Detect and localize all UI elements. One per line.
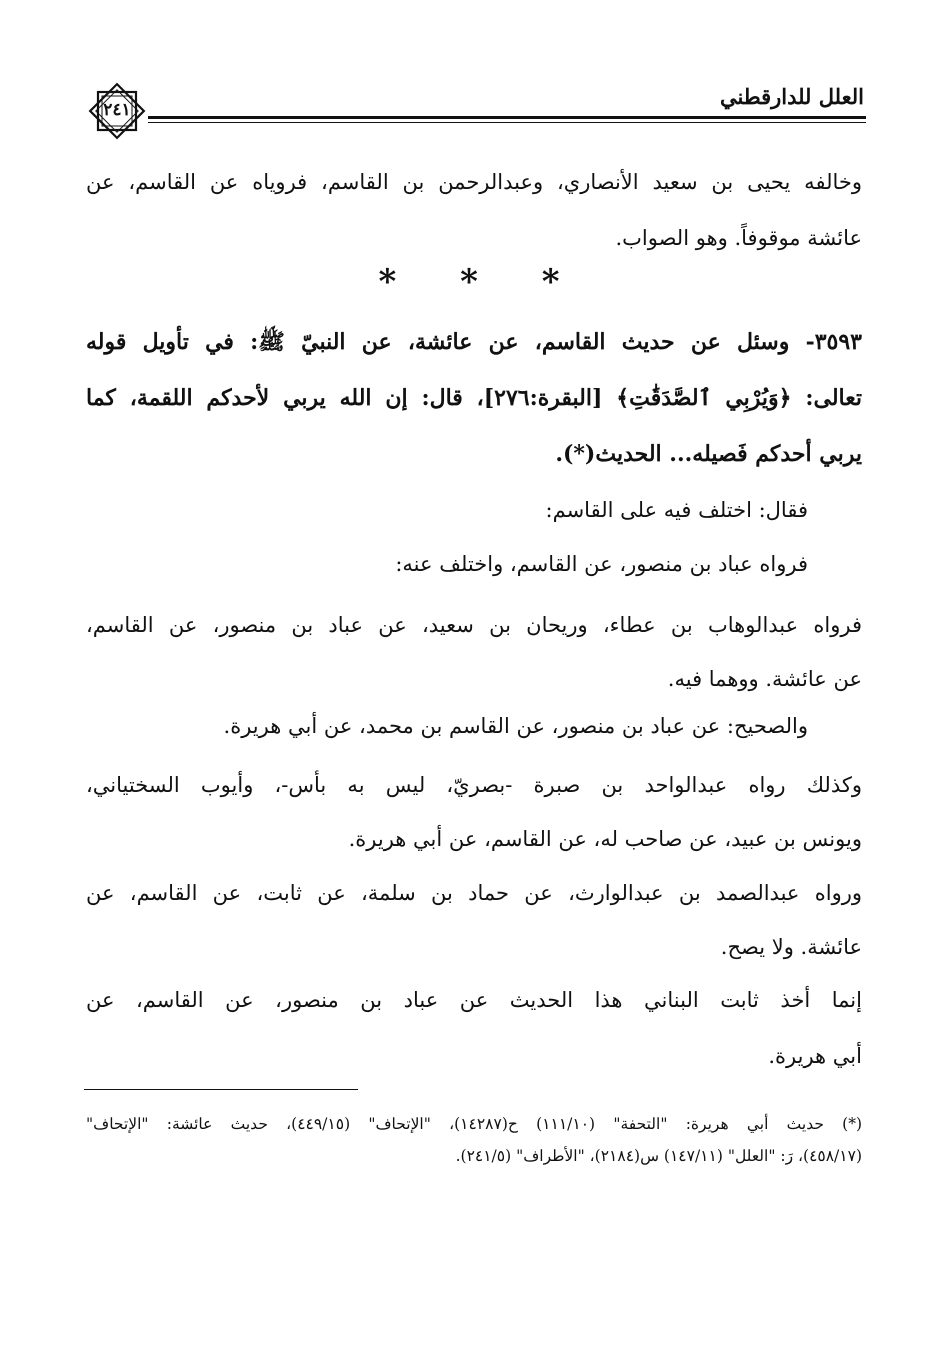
text-line: أبي هريرة. — [768, 1044, 862, 1068]
footnote-line: (*) حديث أبي هريرة: "التحفة" (١١١/١٠) ح(١٤٢٨٧)، "الإتحاف" (٤٤٩/١٥)، حديث عائشة: "الإتحاف" — [86, 1115, 863, 1133]
paragraph-continuation — [86, 154, 862, 266]
page-number-badge — [84, 78, 150, 144]
text-line: ويونس بن عبيد، عن صاحب له، عن القاسم، عن أبي هريرة. — [348, 827, 862, 851]
paragraph — [86, 706, 862, 746]
text-line: فرواه عبدالوهاب بن عطاء، وريحان بن سعيد، عن عباد بن منصور، عن القاسم، — [86, 613, 862, 637]
question-number: ٣٥٩٣ — [814, 329, 862, 355]
question-line-2: تعالى: ﴿وَيُرْبِي ٱلصَّدَقَٰتِ﴾ [البقرة:٢٧٦]، قال: إن الله يربي لأحدكم اللقمة، كما — [86, 385, 862, 411]
text-line: وكذلك رواه عبدالواحد بن صبرة -بصريّ، ليس به بأس-، وأيوب السختياني، — [86, 773, 862, 797]
section-separator-stars — [0, 262, 938, 302]
running-header-title: العلل للدارقطني — [720, 84, 864, 109]
answer-intro — [86, 490, 862, 530]
question-heading — [86, 314, 862, 482]
text-line: فقال: اختلف فيه على القاسم: — [545, 498, 808, 522]
question-text: - وسئل عن حديث القاسم، عن عائشة، عن النبيّ ﷺ: في تأويل قوله — [86, 329, 815, 355]
text-line: ورواه عبدالصمد بن عبدالوارث، عن حماد بن سلمة، عن ثابت، عن القاسم، عن — [86, 881, 862, 905]
footnote — [86, 1108, 862, 1172]
page-number: ٢٤١ — [103, 100, 131, 120]
footnote-separator — [84, 1089, 358, 1090]
paragraph — [86, 866, 862, 974]
question-line-3: يربي أحدكم فَصيله... الحديث(*). — [555, 441, 862, 467]
text-line: عائشة موقوفاً. وهو الصواب. — [615, 226, 862, 250]
paragraph — [86, 598, 862, 706]
star-mark: * — [378, 262, 397, 302]
paragraph — [86, 758, 862, 866]
paragraph — [86, 972, 862, 1084]
header-rule-top — [148, 116, 866, 119]
text-line: وخالفه يحيى بن سعيد الأنصاري، وعبدالرحمن بن القاسم، فروياه عن القاسم، عن — [86, 170, 862, 194]
text-line: إنما أخذ ثابت البناني هذا الحديث عن عباد بن منصور، عن القاسم، عن — [86, 988, 862, 1012]
footnote-line: (٤٥٨/١٧)، رَ: "العلل" (١٤٧/١١) س(٢١٨٤)، "الأطراف" (٢٤١/٥). — [455, 1147, 862, 1165]
text-line: والصحيح: عن عباد بن منصور، عن القاسم بن محمد، عن أبي هريرة. — [223, 714, 808, 738]
paragraph — [86, 544, 862, 584]
text-line: عن عائشة. ووهما فيه. — [667, 667, 862, 691]
star-mark: * — [541, 262, 560, 302]
text-line: عائشة. ولا يصح. — [720, 935, 862, 959]
header-rule-bottom — [148, 122, 866, 123]
question-line-1 — [86, 314, 862, 370]
text-line: فرواه عباد بن منصور، عن القاسم، واختلف عنه: — [395, 552, 808, 576]
star-mark: * — [460, 262, 478, 302]
